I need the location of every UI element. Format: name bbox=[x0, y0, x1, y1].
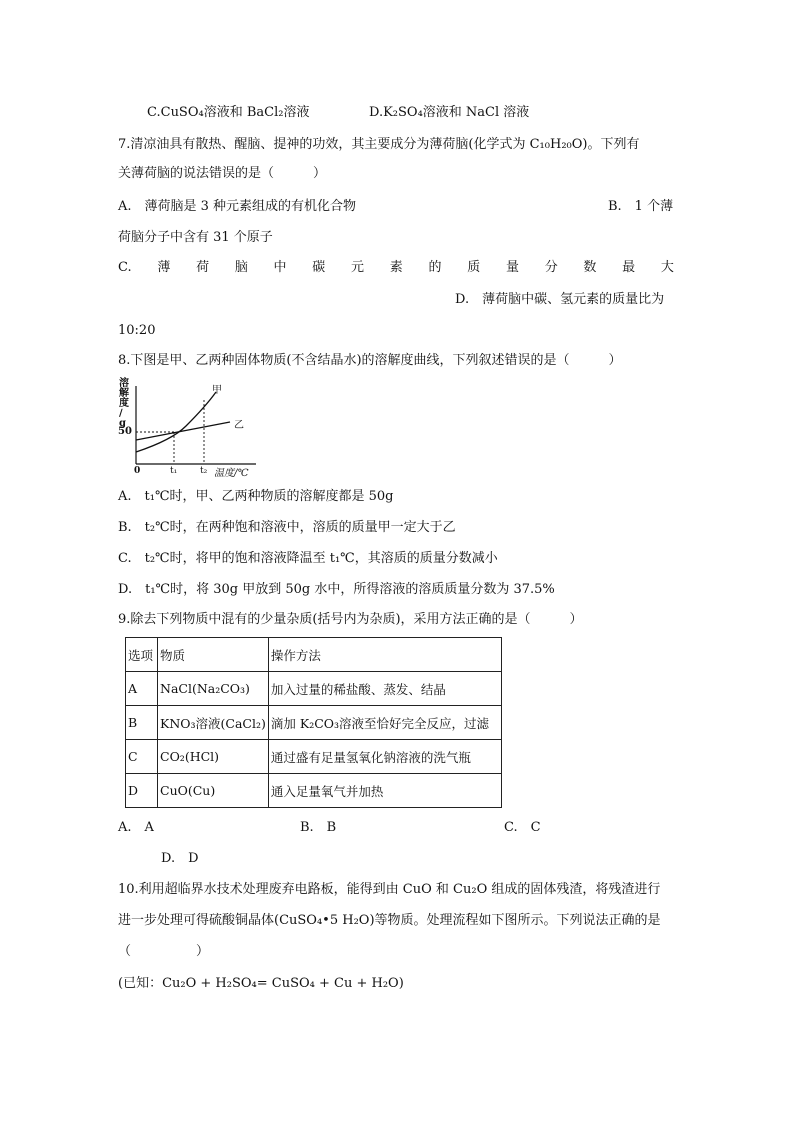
q9-stem: 9.除去下列物质中混有的少量杂质(括号内为杂质)，采用方法正确的是（ ） bbox=[118, 612, 583, 627]
q7-option-c-char: 的 bbox=[428, 260, 442, 275]
q7-stem-line1: 7.清凉油具有散热、醒脑、提神的功效，其主要成分为薄荷脑(化学式为 C₁₀H₂₀O)。下列有 bbox=[118, 137, 640, 152]
table-cell: B bbox=[126, 706, 158, 740]
table-cell: A bbox=[126, 672, 158, 706]
y-tick-50: 50 bbox=[118, 426, 132, 437]
table-row bbox=[126, 740, 502, 774]
q7-option-c-char: 大 bbox=[660, 260, 674, 275]
q9-options-table bbox=[125, 637, 502, 808]
t2-label: t₂ bbox=[200, 466, 208, 476]
q7-option-b-end: 荷脑分子中含有 31 个原子 bbox=[118, 230, 273, 245]
q7-option-d-start: D. 薄荷脑中碳、氢元素的质量比为 bbox=[455, 292, 665, 307]
table-header-cell: 选项 bbox=[126, 638, 158, 672]
table-header-cell: 操作方法 bbox=[268, 638, 501, 672]
q7-option-c-char: 碳 bbox=[312, 260, 326, 275]
x-axis-label: 温度/℃ bbox=[214, 468, 249, 479]
y-label-char: 度 bbox=[119, 398, 129, 409]
table-row bbox=[126, 706, 502, 740]
q7-option-c bbox=[118, 259, 674, 277]
q7-option-a: A. 薄荷脑是 3 种元素组成的有机化合物 bbox=[118, 199, 357, 214]
table-row bbox=[126, 774, 502, 808]
table-cell: 滴加 K₂CO₃溶液至恰好完全反应，过滤 bbox=[268, 706, 501, 740]
q8-option-b: B. t₂℃时，在两种饱和溶液中，溶质的质量甲一定大于乙 bbox=[118, 520, 456, 535]
q10-known-equation: (已知：Cu₂O + H₂SO₄= CuSO₄ + Cu + H₂O) bbox=[118, 976, 404, 991]
table-cell: CO₂(HCl) bbox=[158, 740, 269, 774]
table-cell: NaCl(Na₂CO₃) bbox=[158, 672, 269, 706]
q6-option-d: D.K₂SO₄溶液和 NaCl 溶液 bbox=[369, 105, 530, 120]
q7-stem-line2: 关薄荷脑的说法错误的是（ ） bbox=[118, 166, 327, 181]
origin-label: 0 bbox=[134, 466, 141, 476]
table-row bbox=[126, 672, 502, 706]
curve-jia-label: 甲 bbox=[212, 385, 222, 396]
q8-option-d: D. t₁℃时，将 30g 甲放到 50g 水中，所得溶液的溶质质量分数为 37.5% bbox=[118, 582, 555, 597]
q7-option-c-char: 薄 bbox=[157, 260, 171, 275]
q8-option-a: A. t₁℃时，甲、乙两种物质的溶解度都是 50g bbox=[118, 489, 394, 504]
q10-stem-line2: 进一步处理可得硫酸铜晶体(CuSO₄•5 H₂O)等物质。处理流程如下图所示。下列说法正确的是 bbox=[118, 913, 661, 928]
q9-option-b: B. B bbox=[300, 820, 337, 835]
q9-option-c: C. C bbox=[504, 820, 541, 835]
table-cell: C bbox=[126, 740, 158, 774]
q9-option-a: A. A bbox=[118, 820, 154, 835]
q7-option-c-char: 量 bbox=[505, 260, 519, 275]
curve-yi-label: 乙 bbox=[234, 420, 244, 431]
y-label-char: g bbox=[119, 418, 126, 429]
curve-yi bbox=[136, 422, 230, 440]
y-label-char: 解 bbox=[119, 388, 129, 399]
table-header-cell: 物质 bbox=[158, 638, 269, 672]
table-header-row bbox=[126, 638, 502, 672]
q7-option-c-char: 质 bbox=[467, 260, 481, 275]
y-axis-label bbox=[119, 379, 131, 429]
table-cell: CuO(Cu) bbox=[158, 774, 269, 808]
q7-option-c-char: C. bbox=[118, 260, 132, 275]
q7-option-c-char: 脑 bbox=[234, 260, 248, 275]
y-label-char: 溶 bbox=[119, 378, 129, 389]
q7-option-c-char: 最 bbox=[622, 260, 636, 275]
q8-option-c: C. t₂℃时，将甲的饱和溶液降温至 t₁℃，其溶质的质量分数减小 bbox=[118, 551, 498, 566]
q7-option-c-char: 分 bbox=[544, 260, 558, 275]
table-cell: KNO₃溶液(CaCl₂) bbox=[158, 706, 269, 740]
q7-option-c-char: 荷 bbox=[196, 260, 210, 275]
table-cell: 通入足量氧气并加热 bbox=[268, 774, 501, 808]
table-cell: 加入过量的稀盐酸、蒸发、结晶 bbox=[268, 672, 501, 706]
table-cell: 通过盛有足量氢氧化钠溶液的洗气瓶 bbox=[268, 740, 501, 774]
q10-stem-line3: （ ） bbox=[118, 944, 210, 959]
q7-option-c-char: 素 bbox=[389, 260, 403, 275]
q10-stem-line1: 10.利用超临界水技术处理废弃电路板，能得到由 CuO 和 Cu₂O 组成的固体残渣，将残渣进行 bbox=[118, 882, 661, 897]
q7-option-b-start: B. 1 个薄 bbox=[608, 199, 674, 214]
q7-option-c-char: 元 bbox=[351, 260, 365, 275]
t1-label: t₁ bbox=[170, 466, 178, 476]
q9-option-d: D. D bbox=[161, 851, 199, 866]
table-cell: D bbox=[126, 774, 158, 808]
q6-option-c: C.CuSO₄溶液和 BaCl₂溶液 bbox=[147, 105, 310, 120]
q7-option-c-char: 中 bbox=[273, 260, 287, 275]
q7-option-c-char: 数 bbox=[583, 260, 597, 275]
y-label-char: ∕ bbox=[119, 408, 123, 419]
q7-option-d-end: 10:20 bbox=[118, 323, 156, 338]
q8-stem: 8.下图是甲、乙两种固体物质(不含结晶水)的溶解度曲线，下列叙述错误的是（ ） bbox=[118, 353, 622, 368]
solubility-graph bbox=[116, 378, 266, 478]
